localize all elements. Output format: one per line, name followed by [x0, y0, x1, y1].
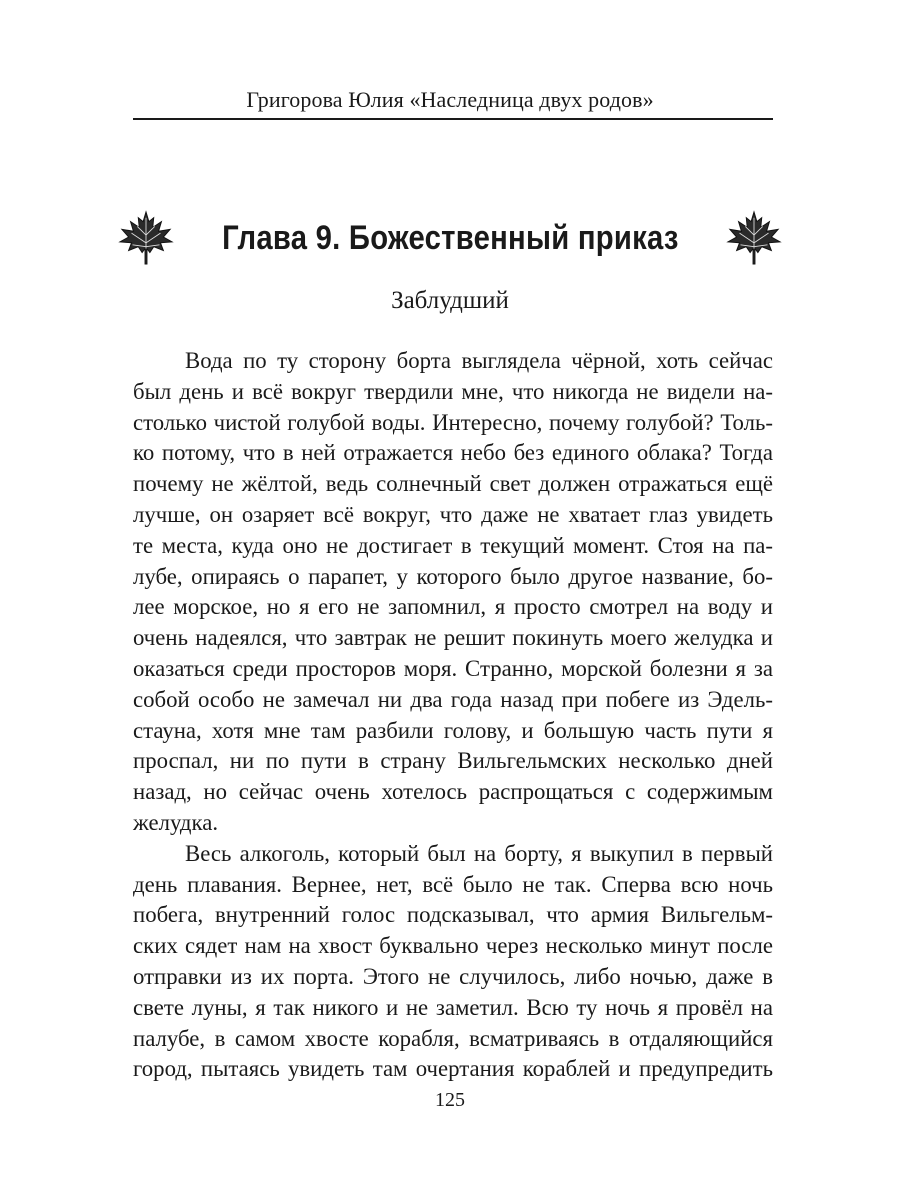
text-line: был день и всё вокруг твердили мне, что никогда не видели на- — [133, 378, 773, 404]
text-line: Весь алкоголь, который был на борту, я выкупил в первый — [185, 840, 773, 866]
text-line: день плавания. Вернее, нет, всё было не так. Сперва всю ночь — [133, 871, 773, 897]
text-line: те места, куда оно не достигает в текущий момент. Стоя на па- — [133, 532, 773, 558]
text-line: почему не жёлтой, ведь солнечный свет должен отражаться ещё — [133, 471, 773, 497]
text-line: ских сядет нам на хвост буквально через несколько минут после — [133, 933, 773, 959]
text-line: лучше, он озаряет всё вокруг, что даже не хватает глаз увидеть — [133, 501, 773, 527]
text-line: проспал, ни по пути в страну Вильгельмских несколько дней — [133, 748, 773, 774]
text-line: отправки из их порта. Этого не случилось, либо ночью, даже в — [133, 963, 773, 989]
text-line: столько чистой голубой воды. Интересно, почему голубой? Толь- — [133, 409, 773, 435]
text-line: желудка. — [133, 809, 219, 835]
text-line: лубе, опираясь о парапет, у которого было другое название, бо- — [133, 563, 773, 589]
maple-leaf-icon — [117, 210, 175, 266]
chapter-heading — [0, 206, 900, 270]
section-subtitle: Заблудший — [391, 287, 509, 314]
text-line: свете луны, я так никого и не заметил. Всю ту ночь я провёл на — [133, 994, 773, 1020]
text-line: стауна, хотя мне там разбили голову, и большую часть пути я — [133, 717, 773, 743]
text-line: город, пытаясь увидеть там очертания кораблей и предупредить — [133, 1056, 773, 1082]
text-line: ко потому, что в ней отражается небо без единого облака? Тогда — [133, 440, 773, 466]
text-line: побега, внутренний голос подсказывал, что армия Вильгельм- — [133, 902, 773, 928]
text-line: палубе, в самом хвосте корабля, всматриваясь в отдаляющийся — [133, 1025, 773, 1051]
text-line: очень надеялся, что завтрак не решит покинуть моего желудка и — [133, 625, 773, 651]
text-line: Вода по ту сторону борта выглядела чёрной, хоть сейчас — [185, 348, 773, 373]
running-header: Григорова Юлия «Наследница двух родов» — [246, 87, 654, 112]
text-line: оказаться среди просторов моря. Странно, морской болезни я за — [133, 655, 773, 681]
maple-leaf-icon — [725, 210, 783, 266]
header-divider — [133, 118, 773, 120]
text-line: назад, но сейчас очень хотелось распрощаться с содержимым — [133, 779, 773, 805]
chapter-title: Глава 9. Божественный приказ — [221, 219, 679, 257]
body-text — [133, 346, 773, 1085]
page-number: 125 — [435, 1089, 465, 1111]
text-line: лее морское, но я его не запомнил, я просто смотрел на воду и — [133, 594, 773, 620]
text-line: собой особо не замечал ни два года назад при побеге из Эдель- — [133, 686, 773, 712]
